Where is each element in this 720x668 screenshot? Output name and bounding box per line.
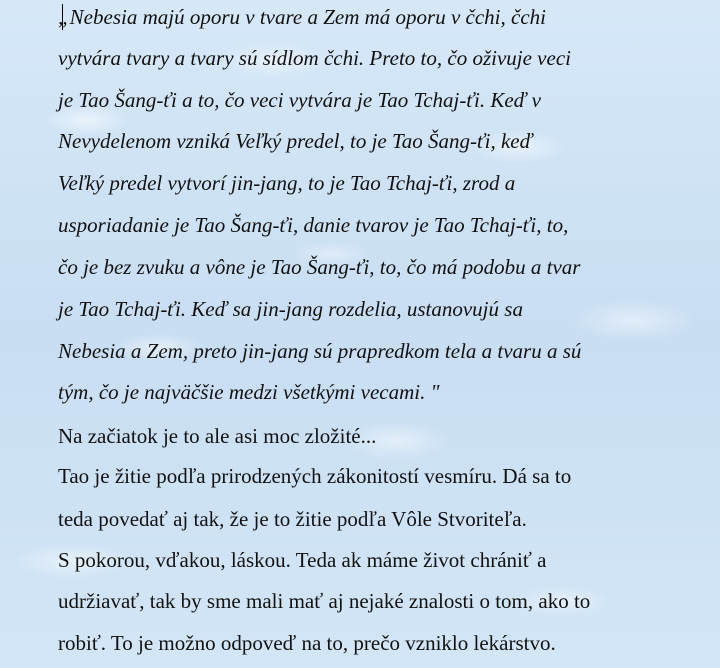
body-line-6: robiť. To je možno odpoveď na to, prečo vzniklo lekárstvo. xyxy=(58,631,556,655)
body-line-4: S pokorou, vďakou, láskou. Teda ak máme život chrániť a xyxy=(58,548,547,572)
quote-line-1: „Nebesia majú oporu v tvare a Zem má oporu v čchi, čchi xyxy=(58,5,546,29)
body-line-2: Tao je žitie podľa prirodzených zákonitostí vesmíru. Dá sa to xyxy=(58,464,572,488)
body-line-3: teda povedať aj tak, že je to žitie podľa Vôle Stvoriteľa. xyxy=(58,507,527,531)
body-line-1: Na začiatok je to ale asi moc zložité... xyxy=(58,424,377,448)
quote-line-8: je Tao Tchaj-ťi. Keď sa jin-jang rozdelia, ustanovujú sa xyxy=(58,297,523,321)
quote-line-6: usporiadanie je Tao Šang-ťi, danie tvarov je Tao Tchaj-ťi, to, xyxy=(58,213,569,237)
quote-line-10: tým, čo je najväčšie medzi všetkými vecami. " xyxy=(58,380,440,404)
quote-line-2: vytvára tvary a tvary sú sídlom čchi. Preto to, čo oživuje veci xyxy=(58,46,571,70)
quote-line-4: Nevydelenom vzniká Veľký predel, to je Tao Šang-ťi, keď xyxy=(58,129,533,153)
quote-line-5: Veľký predel vytvorí jin-jang, to je Tao Tchaj-ťi, zrod a xyxy=(58,171,516,195)
quote-line-9: Nebesia a Zem, preto jin-jang sú prapredkom tela a tvaru a sú xyxy=(58,339,582,363)
quote-line-3: je Tao Šang-ťi a to, čo veci vytvára je Tao Tchaj-ťi. Keď v xyxy=(58,88,541,112)
body-line-5: udržiavať, tak by sme mali mať aj nejaké znalosti o tom, ako to xyxy=(58,589,591,613)
quote-line-7: čo je bez zvuku a vône je Tao Šang-ťi, to, čo má podobu a tvar xyxy=(58,255,581,279)
